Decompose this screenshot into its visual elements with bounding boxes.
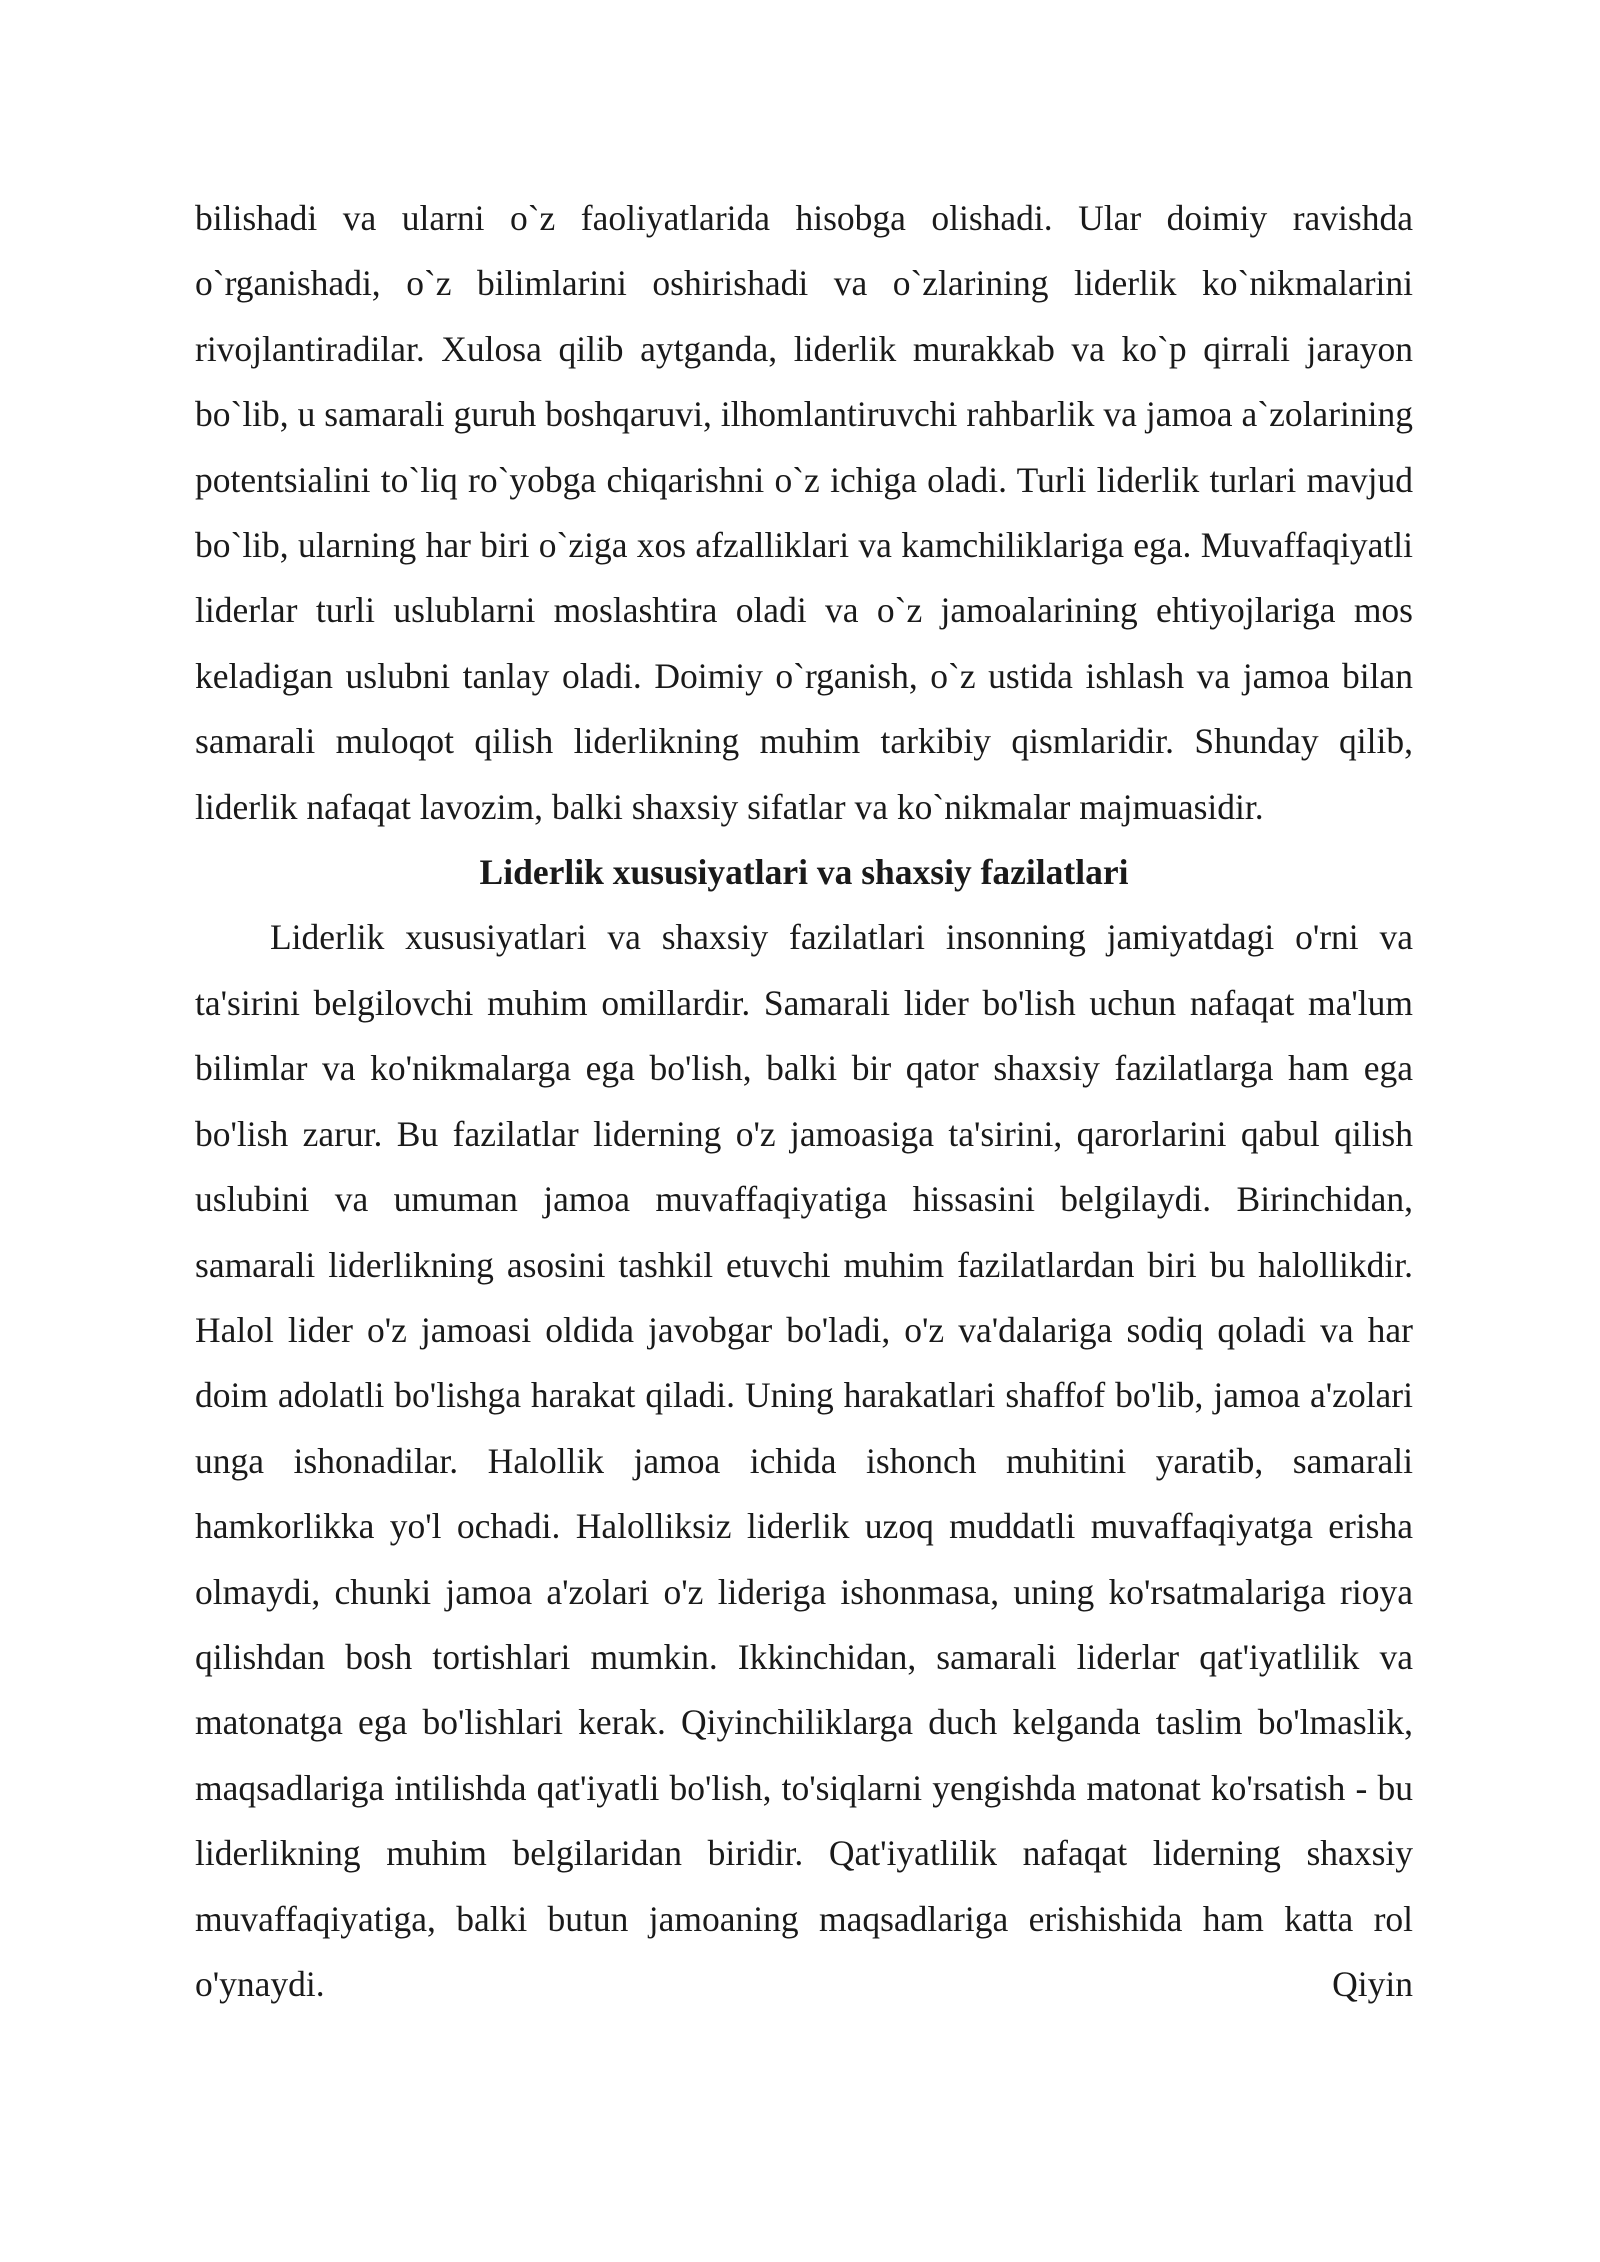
document-page [195,186,1413,2017]
body-paragraph-2: Liderlik xususiyatlari va shaxsiy fazilatlari insonning jamiyatdagi o'rni va ta'sirini belgilovchi muhim omillardir. Samarali lider bo'lish uchun nafaqat ma'lum bilimlar va ko'nikmalarga ega bo'lish, balki bir qator shaxsiy fazilatlarga ham ega bo'lish zarur. Bu fazilatlar liderning o'z jamoasiga ta'sirini, qarorlarini qabul qilish uslubini va umuman jamoa muvaffaqiyatiga hissasini belgilaydi. Birinchidan, samarali liderlikning asosini tashkil etuvchi muhim fazilatlardan biri bu halollikdir. Halol lider o'z jamoasi oldida javobgar bo'ladi, o'z va'dalariga sodiq qoladi va har doim adolatli bo'lishga harakat qiladi. Uning harakatlari shaffof bo'lib, jamoa a'zolari unga ishonadilar. Halollik jamoa ichida ishonch muhitini yaratib, samarali hamkorlikka yo'l ochadi. Halolliksiz liderlik uzoq muddatli muvaffaqiyatga erisha olmaydi, chunki jamoa a'zolari o'z lideriga ishonmasa, uning ko'rsatmalariga rioya qilishdan bosh tortishlari mumkin. Ikkinchidan, samarali liderlar qat'iyatlilik va matonatga ega bo'lishlari kerak. Qiyinchiliklarga duch kelganda taslim bo'lmaslik, maqsadlariga intilishda qat'iyatli bo'lish, to'siqlarni yengishda matonat ko'rsatish - bu liderlikning muhim belgilaridan biridir. Qat'iyatlilik nafaqat liderning shaxsiy muvaffaqiyatiga, balki butun jamoaning maqsadlariga erishishida ham katta rol o'ynaydi. Qiyin [195,917,1413,2004]
section-heading: Liderlik xususiyatlari va shaxsiy fazilatlari [479,852,1129,893]
body-paragraph-1: bilishadi va ularni o`z faoliyatlarida hisobga olishadi. Ular doimiy ravishda o`rganishadi, o`z bilimlarini oshirishadi va o`zlarining liderlik ko`nikmalarini rivojlantiradilar. Xulosa qilib aytganda, liderlik murakkab va ko`p qirrali jarayon bo`lib, u samarali guruh boshqaruvi, ilhomlantiruvchi rahbarlik va jamoa a`zolarining potentsialini to`liq ro`yobga chiqarishni o`z ichiga oladi. Turli liderlik turlari mavjud bo`lib, ularning har biri o`ziga xos afzalliklari va kamchiliklariga ega. Muvaffaqiyatli liderlar turli uslublarni moslashtira oladi va o`z jamoalarining ehtiyojlariga mos keladigan uslubni tanlay oladi. Doimiy o`rganish, o`z ustida ishlash va jamoa bilan samarali muloqot qilish liderlikning muhim tarkibiy qismlaridir. Shunday qilib, liderlik nafaqat lavozim, balki shaxsiy sifatlar va ko`nikmalar majmuasidir. [195,198,1413,827]
